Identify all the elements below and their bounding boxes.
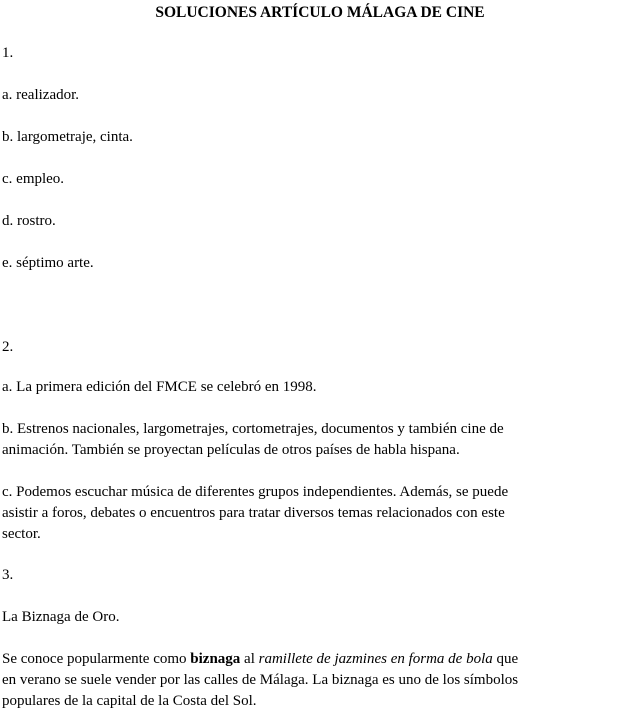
section-2-number: 2. <box>2 339 14 355</box>
paragraph-3-italic: ramillete de jazmines en forma de bola <box>258 651 493 667</box>
section-3-number: 3. <box>2 567 14 583</box>
page-title: SOLUCIONES ARTÍCULO MÁLAGA DE CINE <box>155 4 485 21</box>
paragraph-3-start: Se conoce popularmente como <box>2 651 191 667</box>
answer-1d: d. rostro. <box>2 213 56 229</box>
answer-2c-line3: sector. <box>2 526 41 542</box>
paragraph-3-line3: populares de la capital de la Costa del Sol. <box>2 693 257 709</box>
answer-2a: a. La primera edición del FMCE se celebró en 1998. <box>2 379 317 395</box>
paragraph-3-line1 <box>2 649 518 670</box>
answer-2c-line2: asistir a foros, debates o encuentros para tratar diversos temas relacionados con este <box>2 505 505 521</box>
answer-2c-line1: c. Podemos escuchar música de diferentes grupos independientes. Además, se puede <box>2 484 509 500</box>
answer-2b-line2: animación. También se proyectan películas de otros países de habla hispana. <box>2 442 460 458</box>
paragraph-3-end: que <box>492 651 519 667</box>
answer-1c: c. empleo. <box>2 171 65 187</box>
answer-1a: a. realizador. <box>2 87 80 103</box>
paragraph-3-line2: en verano se suele vender por las calles de Málaga. La biznaga es uno de los símbolos <box>2 672 519 688</box>
section-1-number: 1. <box>2 45 14 61</box>
answer-2b-line1: b. Estrenos nacionales, largometrajes, cortometrajes, documentos y también cine de <box>2 421 504 437</box>
paragraph-3-bold: biznaga <box>190 651 241 667</box>
paragraph-3-mid: al <box>240 651 259 667</box>
answer-1b: b. largometraje, cinta. <box>2 129 133 145</box>
answer-3: La Biznaga de Oro. <box>2 609 120 625</box>
answer-1e: e. séptimo arte. <box>2 255 94 271</box>
